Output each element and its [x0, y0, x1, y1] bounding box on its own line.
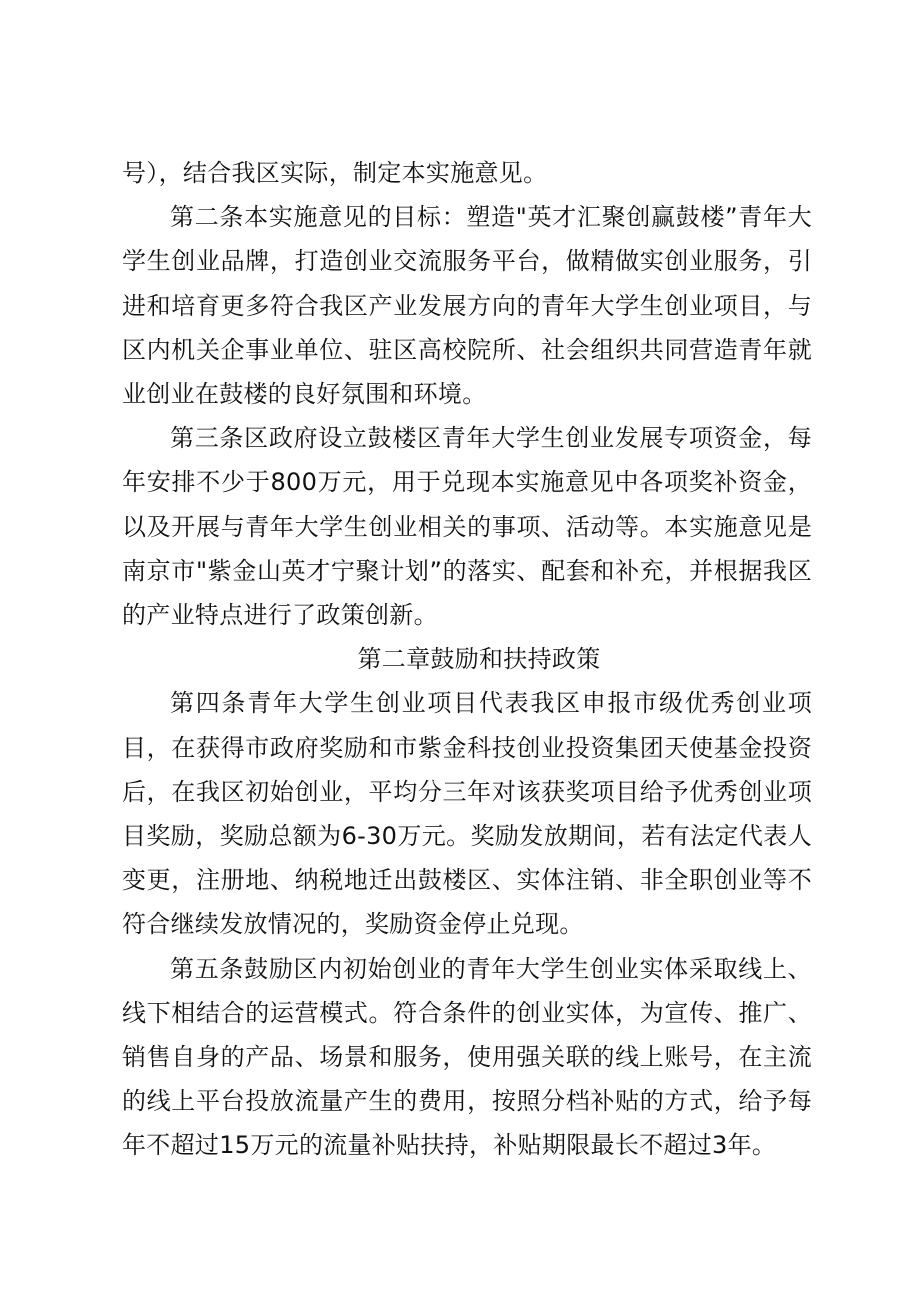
paragraph-article-4: 第四条青年大学生创业项目代表我区申报市级优秀创业项目，在获得市政府奖励和市紫金科技创业投资集团天使基金投资后，在我区初始创业，平均分三年对该获奖项目给予优秀创业项目奖励，奖励总额为6-30万元。奖励发放期间，若有法定代表人变更，注册地、纳税地迁出鼓楼区、实体注销、非全职创业等不符合继续发放情况的，奖励资金停止兑现。: [122, 689, 812, 939]
paragraph-article-5: 第五条鼓励区内初始创业的青年大学生创业实体采取线上、线下相结合的运营模式。符合条件的创业实体，为宣传、推广、销售自身的产品、场景和服务，使用强关联的线上账号，在主流的线上平台投放流量产生的费用，按照分档补贴的方式，给予每年不超过15万元的流量补贴扶持，补贴期限最长不超过3年。: [122, 954, 812, 1160]
paragraph-article-2: 第二条本实施意见的目标：塑造"英才汇聚创赢鼓楼”青年大学生创业品牌，打造创业交流服务平台，做精做实创业服务，引进和培育更多符合我区产业发展方向的青年大学生创业项目，与区内机关企事业单位、驻区高校院所、社会组织共同营造青年就业创业在鼓楼的良好氛围和环境。: [122, 203, 812, 409]
paragraph-article-3: 第三条区政府设立鼓楼区青年大学生创业发展专项资金，每年安排不少于800万元，用于兑现本实施意见中各项奖补资金，以及开展与青年大学生创业相关的事项、活动等。本实施意见是南京市"紫金山英才宁聚计划”的落实、配套和补充，并根据我区的产业特点进行了政策创新。: [122, 424, 812, 630]
document-body: [122, 151, 812, 1168]
paragraph-continuation: 号），结合我区实际，制定本实施意见。: [122, 159, 548, 187]
chapter-heading: 第二章鼓励和扶持政策: [357, 645, 601, 674]
